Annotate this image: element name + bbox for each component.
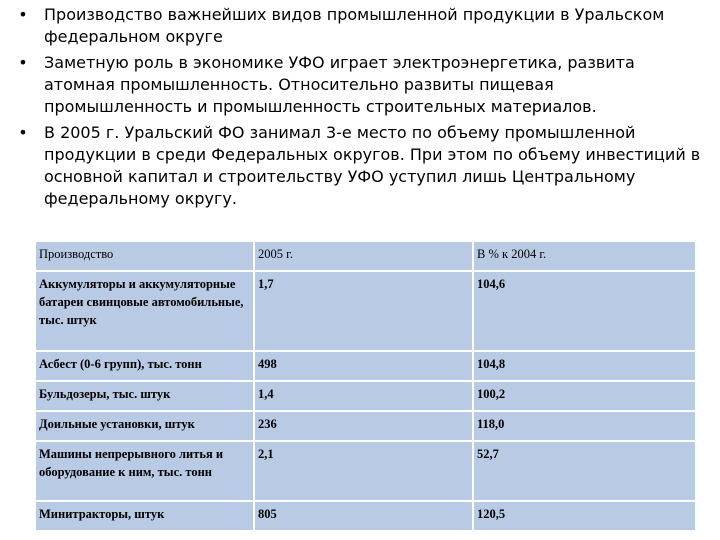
row-name: Доильные установки, штук (35, 411, 254, 441)
table-header-row (35, 241, 696, 271)
row-2005: 1,7 (254, 271, 473, 351)
header-production: Производство (35, 241, 254, 271)
bullet-item (14, 4, 704, 48)
table-row (35, 501, 696, 531)
row-name: Машины непрерывного литья и оборудование к ним, тыс. тонн (35, 441, 254, 501)
row-percent: 104,6 (473, 271, 696, 351)
row-2005: 805 (254, 501, 473, 531)
row-name: Асбест (0-6 групп), тыс. тонн (35, 351, 254, 381)
bullet-dot: • (18, 5, 28, 24)
bullet-text: Заметную роль в экономике УФО играет электроэнергетика, развита атомная промышленность. Относительно развиты пищевая промышленность и промышленность строительных материалов. (44, 53, 635, 116)
production-table (34, 240, 697, 532)
bullet-dot: • (18, 53, 28, 72)
table-row (35, 381, 696, 411)
table-row (35, 411, 696, 441)
row-2005: 498 (254, 351, 473, 381)
header-2005: 2005 г. (254, 241, 473, 271)
row-name: Бульдозеры, тыс. штук (35, 381, 254, 411)
row-2005: 2,1 (254, 441, 473, 501)
row-percent: 104,8 (473, 351, 696, 381)
row-percent: 52,7 (473, 441, 696, 501)
bullet-text: Производство важнейших видов промышленной продукции в Уральском федеральном округе (44, 5, 665, 46)
bullet-list (14, 4, 704, 214)
row-percent: 100,2 (473, 381, 696, 411)
table-row (35, 271, 696, 351)
header-percent: В % к 2004 г. (473, 241, 696, 271)
row-name: Минитракторы, штук (35, 501, 254, 531)
row-percent: 120,5 (473, 501, 696, 531)
bullet-text: В 2005 г. Уральский ФО занимал 3-е место по объему промышленной продукции в среди Федеральных округов. При этом по объему инвестиций в основной капитал и строительству УФО уступил лишь Центральному федеральному округу. (44, 123, 701, 208)
table-row (35, 351, 696, 381)
row-percent: 118,0 (473, 411, 696, 441)
row-2005: 1,4 (254, 381, 473, 411)
bullet-item (14, 52, 704, 118)
table-row (35, 441, 696, 501)
row-name: Аккумуляторы и аккумуляторные батареи свинцовые автомобильные, тыс. штук (35, 271, 254, 351)
bullet-item (14, 122, 704, 210)
bullet-dot: • (18, 123, 28, 142)
row-2005: 236 (254, 411, 473, 441)
